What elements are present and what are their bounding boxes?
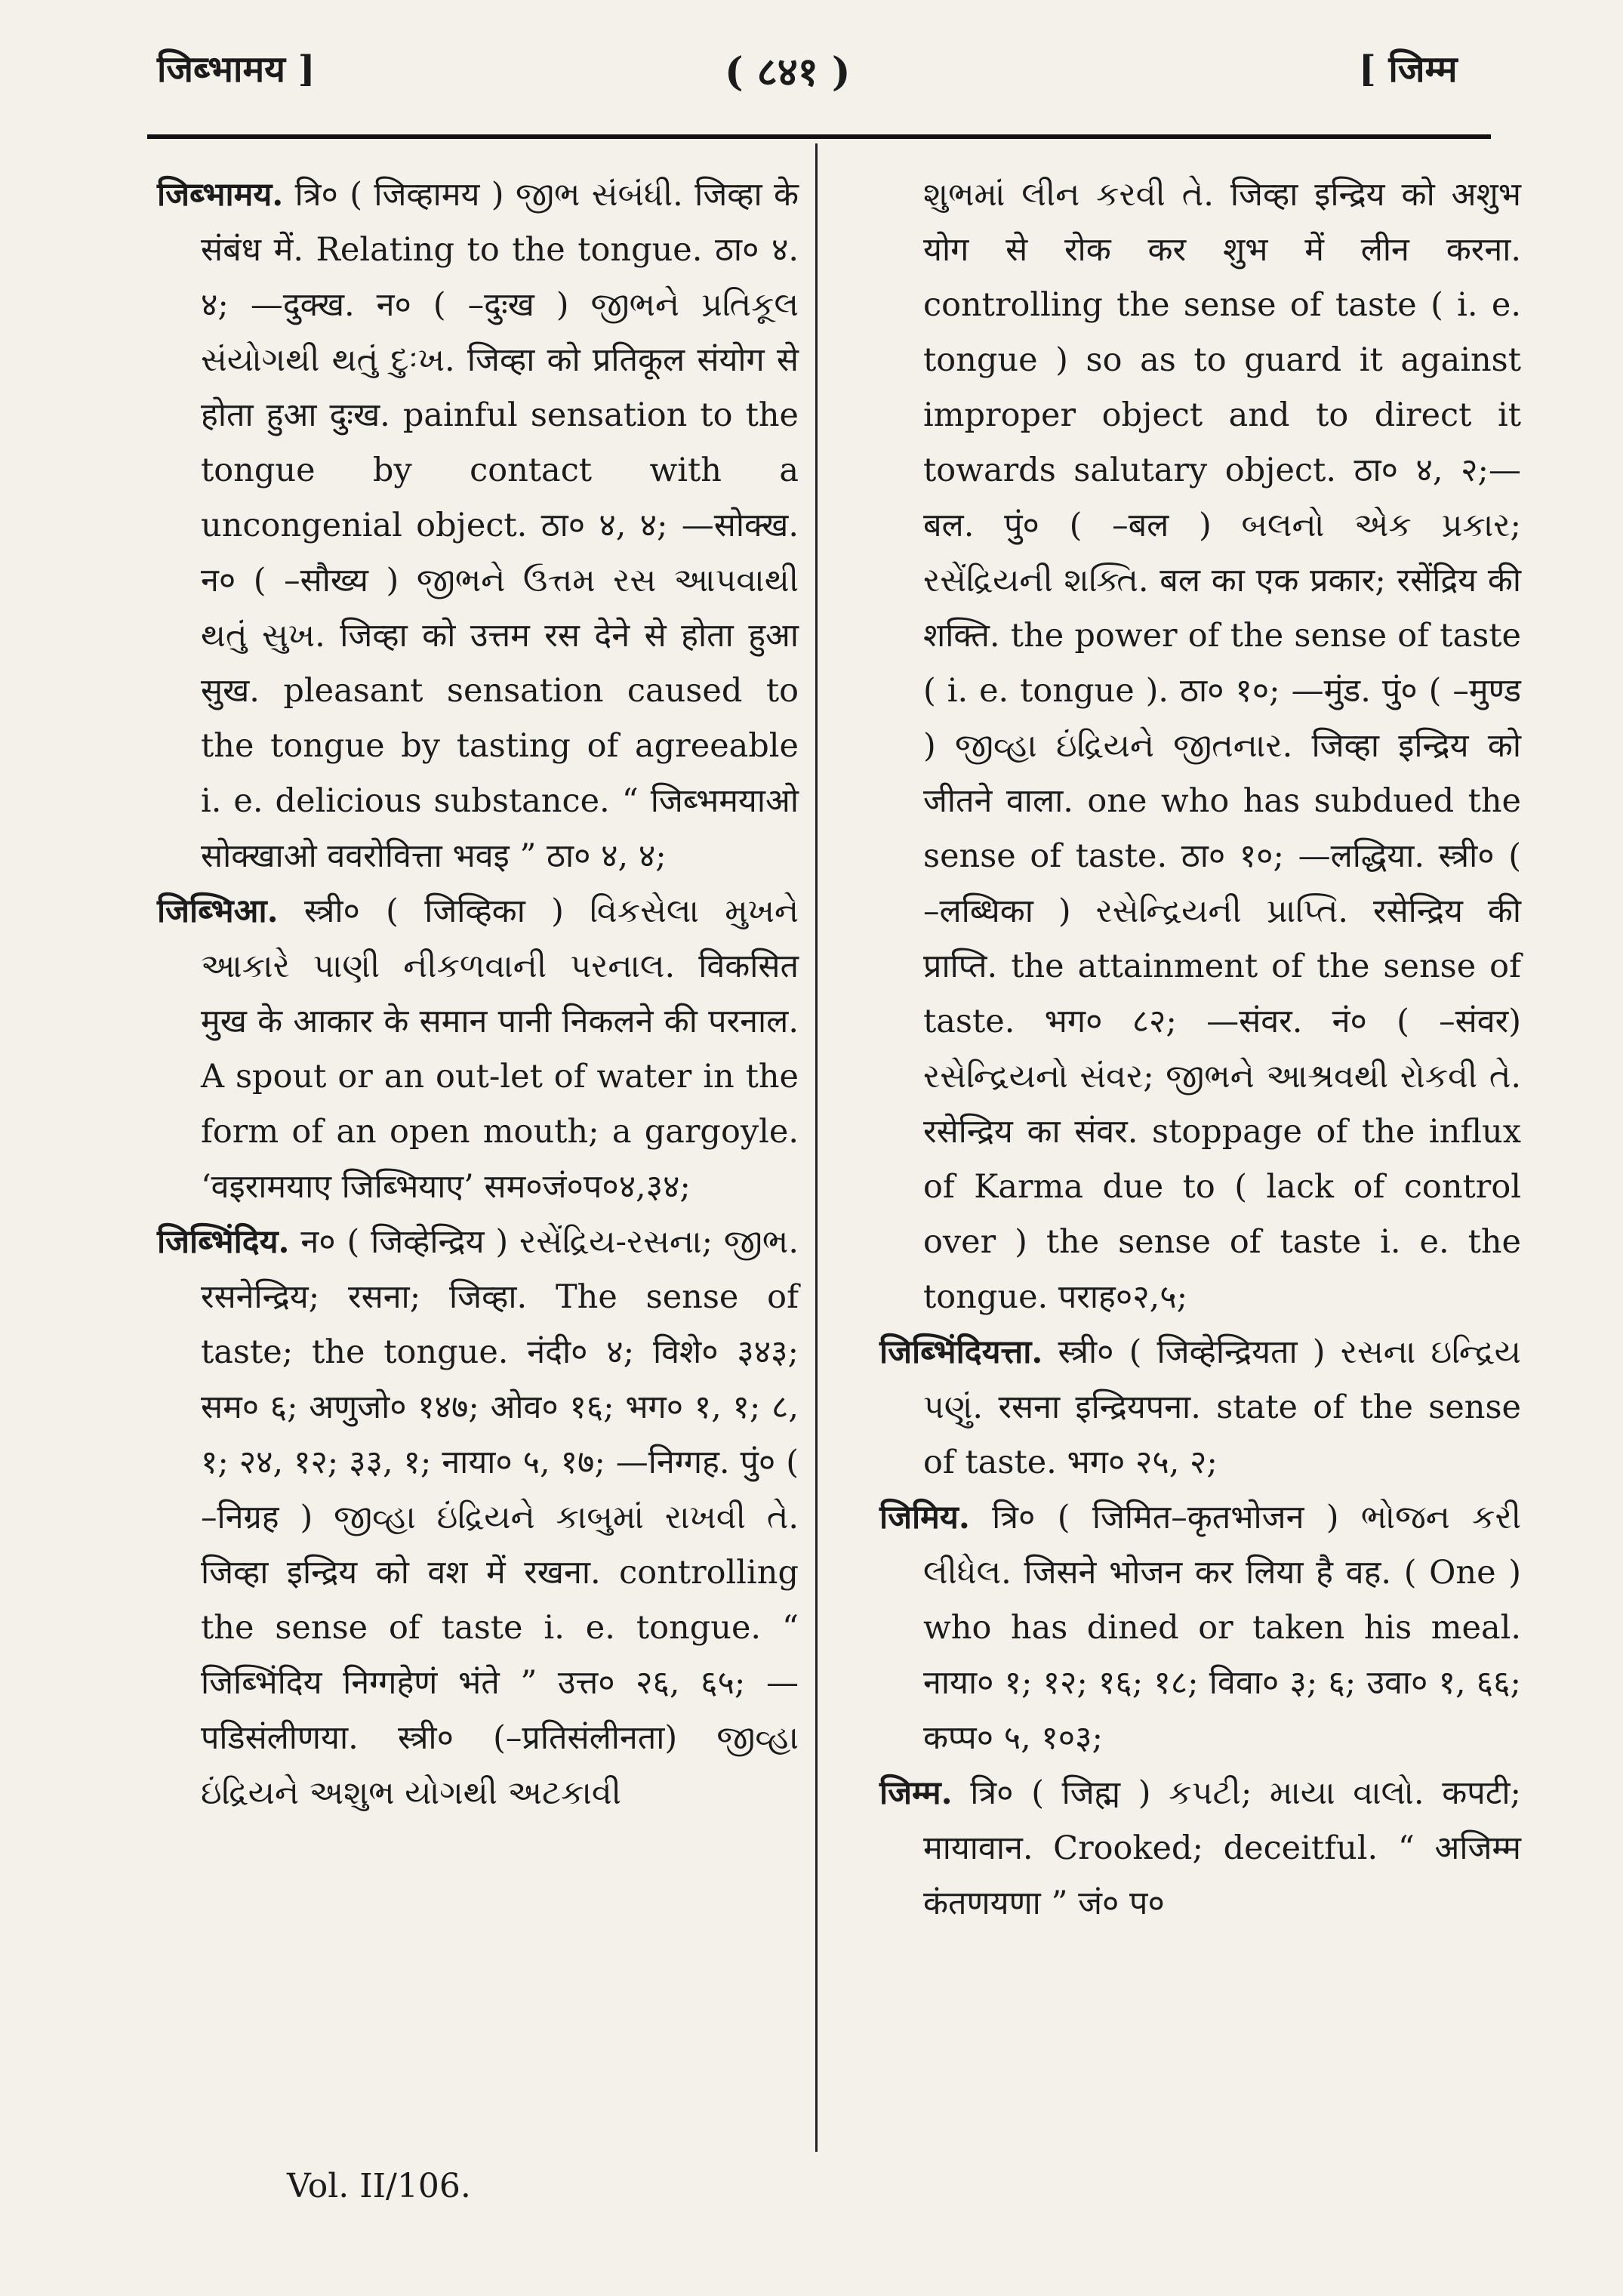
header-left-guideword: जिब्भामय ]	[157, 48, 316, 91]
entry-text: त्रि० ( जिह्म ) કપટી; માયા વાલો. कपटी; मायावान. Crooked; deceitful. “ अजिम्म कंतणयणा ” जं० प०	[923, 1774, 1522, 1922]
entry-headword: जिब्भिंदियत्ता.	[879, 1333, 1043, 1371]
header-rule	[147, 134, 1491, 139]
dictionary-entry	[879, 1766, 1521, 1931]
page-number: ( ८४१ )	[725, 49, 851, 95]
entry-text: શુભમાં લીન કરવી તે. जिव्हा इन्द्रिय को अशुभ योग से रोक कर शुभ में लीन करना. controlling the sense of taste ( i. e. tongue ) so as to guard it against improper object and to direct it towards salutary object. ठा० ४, २;—बल. पुं० ( –बल ) બલનો એક પ્રકાર; રસેંદ્રિયની શક્તિ. बल का एक प्रकार; रसेंद्रिय की शक्ति. the power of the sense of taste ( i. e. tongue ). ठा० १०; —मुंड. पुं० ( –मुण्ड ) જીવ્હા ઇંદ્રિયને જીતનાર. जिव्हा इन्द्रिय को जीतने वाला. one who has subdued the sense of taste. ठा० १०; —लद्धिया. स्त्री० ( –लब्धिका ) રસેન્દ્રિયની પ્રાપ્તિ. रसेन्द्रिय की प्राप्ति. the attainment of the sense of taste. भग० ८२; —संवर. नं० ( –संवर) રસેન્દ્રિયનો સંવર; જીભને આશ્રવથી રોકવી તે. रसेन्द्रिय का संवर. stoppage of the influx of Karma due to ( lack of control over ) the sense of taste i. e. the tongue. पराह०२,५;	[923, 176, 1521, 1316]
entry-headword: जिब्भिआ.	[157, 892, 279, 930]
entry-text: न० ( जिव्हेन्द्रिय ) રસેંદ્રિય-રસના; જીભ. रसनेन्द्रिय; रसना; जिव्हा. The sense of taste; the tongue. नंदी० ४; विशे० ३४३; सम० ६; अणुजो० १४७; ओव० १६; भग० १, १; ८, १; २४, १२; ३३, १; नाया० ५, १७; —निग्गह. पुं० ( –निग्रह ) જીવ્હા ઇંદ્રિયને કાબુમાં રાખવી તે. जिव्हा इन्द्रिय को वश में रखना. controlling the sense of taste i. e. tongue. “ जिब्भिंदिय निग्गहेणं भंते ” उत्त० २६, ६५; —पडिसंलीणया. स्त्री० (–प्रतिसंलीनता) જીવ્હા ઇંદ્રિયને અશુભ યોગથી અટકાવી	[201, 1223, 799, 1812]
column-divider	[815, 143, 818, 2152]
page-header	[0, 0, 1623, 143]
dictionary-entry	[157, 884, 799, 1215]
dictionary-entry	[157, 168, 799, 884]
entry-headword: जिब्भामय.	[157, 176, 284, 214]
dictionary-entry	[157, 1215, 799, 1821]
entry-headword: जिमिय.	[879, 1499, 970, 1536]
dictionary-entry	[879, 1325, 1521, 1490]
entry-text: स्त्री० ( जिव्हिका ) વિકસેલા મુખને આકારે પાણી નીકળવાની પરનાલ. विकसित मुख के आकार के समान पानी निकलने की परनाल. A spout or an out-let of water in the form of an open mouth; a gargoyle. ‘वइरामयाए जिब्भियाए’ सम०जं०प०४,३४;	[201, 892, 799, 1206]
dictionary-entry	[879, 1490, 1521, 1766]
volume-footer: Vol. II/106.	[287, 2167, 471, 2205]
right-column	[879, 168, 1521, 1931]
left-column	[157, 168, 799, 1821]
entry-text: त्रि० ( जिमित–कृतभोजन ) ભોજન કરી લીધેલ. जिसने भोजन कर लिया है वह. ( One ) who has dined or taken his meal. नाया० १; १२; १६; १८; विवा० ३; ६; उवा० १, ६६; कप्प० ५, १०३;	[923, 1499, 1522, 1757]
entry-headword: जिम्म.	[879, 1774, 953, 1812]
entry-text: स्त्री० ( जिव्हेन्द्रियता ) રસના ઇન્દ્રિય પણું. रसना इन्द्रियपना. state of the sense of taste. भग० २५, २;	[923, 1333, 1522, 1481]
entry-text: त्रि० ( जिव्हामय ) જીભ સંબંધી. जिव्हा के संबंध में. Relating to the tongue. ठा० ४. ४; —दुक्ख. न० ( –दुःख ) જીભને પ્રતિકૂલ સંયોગથી થતું દુઃખ. जिव्हा को प्रतिकूल संयोग से होता हुआ दुःख. painful sensation to the tongue by contact with a uncongenial object. ठा० ४, ४; —सोक्ख. न० ( –सौख्य ) જીભને ઉત્તમ રસ આપવાથી થતું સુખ. जिव्हा को उत्तम रस देने से होता हुआ सुख. pleasant sensation caused to the tongue by tasting of agreeable i. e. delicious substance. “ जिब्भमयाओ सोक्खाओ ववरोवित्ता भवइ ” ठा० ४, ४;	[201, 176, 799, 875]
header-right-guideword: [ जिम्म	[1359, 48, 1458, 91]
dictionary-entry-continued	[879, 168, 1521, 1325]
entry-headword: जिब्भिंदिय.	[157, 1223, 290, 1261]
